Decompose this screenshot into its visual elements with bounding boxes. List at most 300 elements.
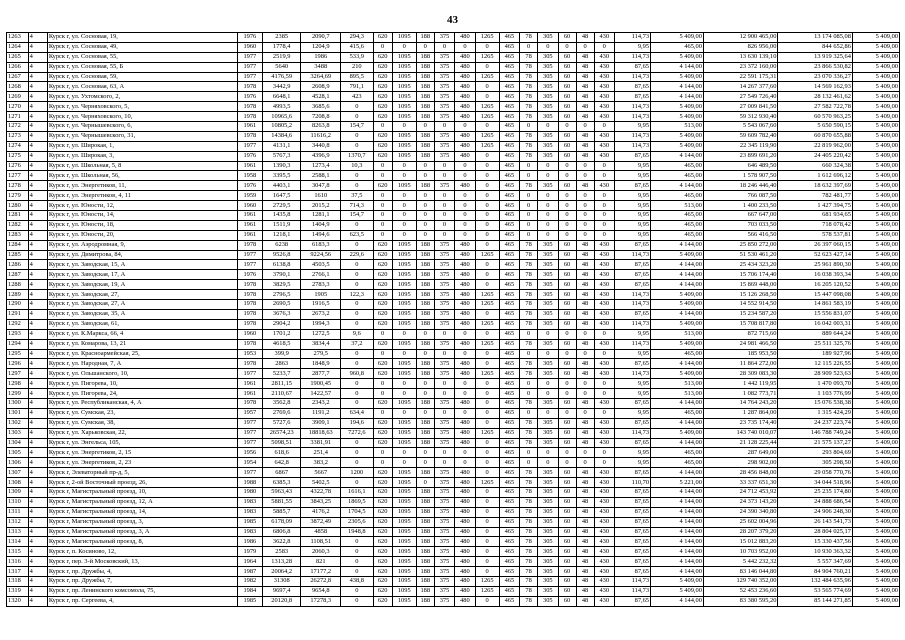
table-cell: 465,00	[651, 458, 704, 468]
table-cell: 48	[576, 131, 594, 141]
table-cell: 28 909 523,63	[778, 369, 853, 379]
table-cell: 48	[576, 596, 594, 606]
table-cell: 78	[520, 319, 538, 329]
table-cell: Курск г, ул. Сосновая, 63, А	[47, 82, 237, 92]
table-cell: 188	[416, 102, 434, 112]
table-cell: 0	[341, 171, 373, 181]
table-row	[7, 537, 900, 547]
table-cell: 15 447 098,08	[778, 290, 853, 300]
table-cell: 4 144,00	[651, 82, 704, 92]
table-cell: 48	[576, 92, 594, 102]
table-cell: 1265	[475, 72, 499, 82]
table-cell: 1977	[237, 62, 262, 72]
table-cell: 0	[594, 408, 614, 418]
table-cell: 4	[28, 240, 47, 250]
table-cell: 78	[520, 497, 538, 507]
table-cell: 0	[392, 161, 416, 171]
table-cell: 1301	[7, 408, 29, 418]
table-cell: 114,73	[614, 339, 650, 349]
table-row	[7, 33, 900, 43]
table-cell: 9,95	[614, 448, 650, 458]
table-cell: 375	[434, 62, 454, 72]
table-cell: 229,6	[341, 250, 373, 260]
table-row	[7, 181, 900, 191]
table-cell: 465	[499, 557, 519, 567]
table-cell: 188	[416, 547, 434, 557]
table-cell: 4 144,00	[651, 438, 704, 448]
table-cell: 0	[594, 201, 614, 211]
table-cell: 0	[475, 329, 499, 339]
table-cell: 60	[558, 428, 576, 438]
table-cell: 465	[499, 62, 519, 72]
table-cell: 9,95	[614, 220, 650, 230]
table-cell: 3395,5	[262, 171, 300, 181]
table-cell: 60	[558, 468, 576, 478]
table-cell: Курск г, ул. Заводская, 19, А	[47, 280, 237, 290]
table-cell: 5 409,00	[852, 349, 899, 359]
table-cell: 430	[594, 418, 614, 428]
table-cell: 0	[475, 389, 499, 399]
table-cell: 1265	[475, 112, 499, 122]
table-cell: 3829,5	[262, 280, 300, 290]
table-cell: 12 900 465,00	[703, 33, 778, 43]
table-cell: 4	[28, 468, 47, 478]
table-cell: 0	[594, 191, 614, 201]
table-cell: 480	[455, 576, 475, 586]
table-cell: 0	[538, 379, 558, 389]
table-cell: 154,7	[341, 122, 373, 132]
table-cell: 1 612 696,12	[778, 171, 853, 181]
table-cell: 1318	[7, 576, 29, 586]
table-cell: 4131,1	[262, 141, 300, 151]
table-cell: 1978	[237, 359, 262, 369]
table-cell: 146 788 749,24	[778, 428, 853, 438]
table-cell: 1954	[237, 458, 262, 468]
table-cell: 27 549 726,40	[703, 92, 778, 102]
table-cell: 0	[416, 458, 434, 468]
table-cell: 0	[434, 171, 454, 181]
table-cell: 305	[538, 240, 558, 250]
table-cell: 1277	[7, 171, 29, 181]
table-cell: 24 712 453,92	[703, 487, 778, 497]
table-cell: 0	[594, 220, 614, 230]
table-cell: 1265	[475, 300, 499, 310]
table-cell: 33 337 651,30	[703, 478, 778, 488]
table-cell: 6867	[262, 468, 300, 478]
table-cell: 5 409,00	[651, 33, 704, 43]
table-row	[7, 112, 900, 122]
table-cell: 480	[455, 586, 475, 596]
table-cell: 0	[520, 161, 538, 171]
table-cell: 1279	[7, 191, 29, 201]
table-cell: 660 324,38	[778, 161, 853, 171]
table-cell: 1095	[392, 92, 416, 102]
table-cell: 210	[341, 62, 373, 72]
table-cell: 0	[455, 191, 475, 201]
table-cell: 0	[455, 211, 475, 221]
table-cell: 188	[416, 517, 434, 527]
table-cell: 4 144,00	[651, 468, 704, 478]
table-cell: 4403,1	[262, 181, 300, 191]
table-cell: Курск г, ул. Чернышевского, 6,	[47, 122, 237, 132]
table-cell: 0	[434, 349, 454, 359]
table-cell: 5 409,00	[852, 211, 899, 221]
table-cell: 0	[373, 211, 392, 221]
table-cell: 430	[594, 300, 614, 310]
table-cell: 0	[392, 230, 416, 240]
table-cell: 620	[373, 398, 392, 408]
table-cell: 4993,5	[262, 102, 300, 112]
table-cell: 620	[373, 576, 392, 586]
table-cell: 0	[341, 349, 373, 359]
table-cell: Курск г, ул. Заводская, 15, А	[47, 260, 237, 270]
table-cell: 5 409,00	[651, 586, 704, 596]
table-cell: 48	[576, 141, 594, 151]
table-cell: 188	[416, 250, 434, 260]
table-cell: 480	[455, 52, 475, 62]
table-cell: 21 128 225,44	[703, 438, 778, 448]
table-cell: 0	[520, 42, 538, 52]
table-cell: 480	[455, 537, 475, 547]
table-cell: 0	[538, 161, 558, 171]
table-cell: 0	[558, 379, 576, 389]
table-cell: 0	[576, 389, 594, 399]
table-cell: 1095	[392, 478, 416, 488]
table-cell: 5 409,00	[852, 567, 899, 577]
table-cell: 60	[558, 92, 576, 102]
table-cell: 1281	[7, 211, 29, 221]
table-cell: 25 235 174,80	[778, 487, 853, 497]
table-cell: 1701,2	[262, 329, 300, 339]
table-cell: 0	[373, 42, 392, 52]
table-cell: 1265	[475, 33, 499, 43]
table-cell: 3442,9	[262, 82, 300, 92]
table-cell: 279,5	[301, 349, 341, 359]
table-cell: 78	[520, 82, 538, 92]
table-cell: 60	[558, 497, 576, 507]
table-cell: 188	[416, 567, 434, 577]
table-cell: 1960	[237, 201, 262, 211]
table-cell: 17177,2	[301, 567, 341, 577]
table-row	[7, 478, 900, 488]
table-row	[7, 319, 900, 329]
table-cell: 1108,51	[301, 537, 341, 547]
table-cell: 4176,2	[301, 507, 341, 517]
table-cell: 430	[594, 141, 614, 151]
table-row	[7, 201, 900, 211]
table-cell: 2673,2	[301, 309, 341, 319]
table-cell: 0	[538, 220, 558, 230]
table-cell: 14 552 914,50	[703, 300, 778, 310]
table-cell: 5 409,00	[852, 141, 899, 151]
table-row	[7, 596, 900, 606]
table-cell: 430	[594, 398, 614, 408]
table-cell: Курск г, ул. Юности, 12,	[47, 201, 237, 211]
table-cell: 0	[558, 42, 576, 52]
table-cell: 620	[373, 478, 392, 488]
table-cell: 305	[538, 300, 558, 310]
table-cell: 305	[538, 260, 558, 270]
table-cell: 480	[455, 567, 475, 577]
table-cell: 620	[373, 438, 392, 448]
table-cell: 1095	[392, 537, 416, 547]
table-cell: 480	[455, 478, 475, 488]
table-cell: 620	[373, 497, 392, 507]
table-cell: 87,65	[614, 260, 650, 270]
table-cell: 305	[538, 478, 558, 488]
table-cell: 1095	[392, 547, 416, 557]
table-cell: 13 174 085,08	[778, 33, 853, 43]
table-cell: 4	[28, 33, 47, 43]
table-cell: 1319	[7, 586, 29, 596]
table-cell: 0	[558, 408, 576, 418]
table-cell: 465	[499, 240, 519, 250]
table-cell: 1 287 864,00	[703, 408, 778, 418]
table-cell: 465	[499, 191, 519, 201]
table-cell: 5 409,00	[852, 290, 899, 300]
table-cell: 1095	[392, 428, 416, 438]
table-cell: 620	[373, 537, 392, 547]
table-cell: 1976	[237, 181, 262, 191]
table-cell: 375	[434, 507, 454, 517]
table-cell: 1978	[237, 300, 262, 310]
table-cell: 1956	[237, 448, 262, 458]
table-cell: 375	[434, 497, 454, 507]
table-cell: 430	[594, 82, 614, 92]
table-cell: 513,00	[651, 329, 704, 339]
table-cell: 51 530 461,20	[703, 250, 778, 260]
table-cell: 4	[28, 102, 47, 112]
table-cell: 29 058 770,76	[778, 468, 853, 478]
table-cell: 465	[499, 359, 519, 369]
table-cell: 0	[475, 230, 499, 240]
table-cell: 0	[520, 329, 538, 339]
table-cell: 78	[520, 478, 538, 488]
table-cell: 1961	[237, 230, 262, 240]
table-cell: Курск г, ул. Энергетиков, 2, 23	[47, 458, 237, 468]
table-cell: 114,73	[614, 112, 650, 122]
table-cell: 620	[373, 359, 392, 369]
table-cell: 78	[520, 398, 538, 408]
table-cell: 5 409,00	[852, 478, 899, 488]
table-cell: 2796,5	[262, 290, 300, 300]
table-cell: 5 409,00	[852, 250, 899, 260]
table-cell: 1306	[7, 458, 29, 468]
table-cell: 1315	[7, 547, 29, 557]
table-cell: 11616,2	[301, 131, 341, 141]
table-cell: 60	[558, 280, 576, 290]
table-cell: 78	[520, 260, 538, 270]
table-cell: 0	[416, 349, 434, 359]
table-cell: 60	[558, 112, 576, 122]
table-cell: 37,2	[341, 339, 373, 349]
table-cell: 0	[558, 329, 576, 339]
table-cell: Курск г, ул. Пигорева, 24,	[47, 389, 237, 399]
table-cell: 305	[538, 102, 558, 112]
table-cell: 1370,7	[341, 151, 373, 161]
table-cell: 620	[373, 557, 392, 567]
table-cell: 620	[373, 319, 392, 329]
table-cell: 2766,1	[301, 270, 341, 280]
table-cell: 60	[558, 418, 576, 428]
table-cell: 465,00	[651, 161, 704, 171]
table-cell: 4	[28, 270, 47, 280]
table-cell: 375	[434, 418, 454, 428]
table-cell: 5640	[262, 62, 300, 72]
table-cell: 375	[434, 52, 454, 62]
table-cell: 28 309 083,30	[703, 369, 778, 379]
table-cell: 5 409,00	[651, 102, 704, 112]
table-row	[7, 389, 900, 399]
table-cell: 4 144,00	[651, 596, 704, 606]
table-cell: 1095	[392, 527, 416, 537]
table-row	[7, 557, 900, 567]
table-cell: 0	[341, 131, 373, 141]
table-cell: 48	[576, 102, 594, 112]
table-cell: 60	[558, 517, 576, 527]
table-cell: 889 644,24	[778, 329, 853, 339]
table-cell: 305	[538, 527, 558, 537]
table-cell: 0	[341, 389, 373, 399]
table-cell: 1987	[237, 567, 262, 577]
table-cell: 4 144,00	[651, 537, 704, 547]
table-cell: 87,65	[614, 517, 650, 527]
table-cell: 15 706 174,40	[703, 270, 778, 280]
table-cell: 78	[520, 359, 538, 369]
table-cell: 1977	[237, 418, 262, 428]
table-cell: 4176,59	[262, 72, 300, 82]
table-cell: 0	[475, 398, 499, 408]
table-cell: 1095	[392, 596, 416, 606]
table-cell: 188	[416, 300, 434, 310]
table-cell: 84 904 760,21	[778, 567, 853, 577]
table-cell: 0	[341, 220, 373, 230]
table-cell: 1095	[392, 507, 416, 517]
table-cell: 5 409,00	[651, 576, 704, 586]
table-row	[7, 141, 900, 151]
table-cell: 23 372 160,00	[703, 62, 778, 72]
table-cell: 0	[434, 408, 454, 418]
table-cell: 0	[341, 567, 373, 577]
table-cell: 60	[558, 557, 576, 567]
table-cell: 1985	[237, 517, 262, 527]
table-cell: 78	[520, 250, 538, 260]
table-cell: 0	[576, 448, 594, 458]
table-cell: 48	[576, 547, 594, 557]
table-cell: 4618,5	[262, 339, 300, 349]
table-cell: 4	[28, 131, 47, 141]
table-cell: 480	[455, 309, 475, 319]
table-cell: 5 409,00	[852, 468, 899, 478]
table-cell: 0	[520, 122, 538, 132]
table-cell: 1616,1	[341, 487, 373, 497]
table-cell: 2904,2	[262, 319, 300, 329]
table-cell: 13 919 325,64	[778, 52, 853, 62]
table-cell: Курск г, ул. Сосновая, 19,	[47, 33, 237, 43]
table-cell: 114,73	[614, 428, 650, 438]
table-cell: 87,65	[614, 596, 650, 606]
table-cell: 620	[373, 72, 392, 82]
table-cell: 0	[576, 349, 594, 359]
table-cell: 4	[28, 349, 47, 359]
table-cell: 0	[594, 329, 614, 339]
table-cell: 1095	[392, 359, 416, 369]
table-cell: 9,95	[614, 42, 650, 52]
table-row	[7, 161, 900, 171]
table-cell: 1095	[392, 280, 416, 290]
table-cell: 3622,8	[262, 537, 300, 547]
table-cell: 4	[28, 398, 47, 408]
table-cell: 2690,5	[262, 300, 300, 310]
table-cell: 1218,1	[262, 230, 300, 240]
table-cell: 60	[558, 52, 576, 62]
table-cell: 20120,8	[262, 596, 300, 606]
table-cell: 465	[499, 211, 519, 221]
table-cell: 188	[416, 319, 434, 329]
table-cell: 4396,9	[301, 151, 341, 161]
table-cell: 4	[28, 112, 47, 122]
table-cell: 15 012 883,20	[703, 537, 778, 547]
table-cell: 465	[499, 478, 519, 488]
table-cell: 0	[341, 270, 373, 280]
table-cell: 60	[558, 82, 576, 92]
table-cell: 1978	[237, 280, 262, 290]
table-cell: 10 930 363,32	[778, 547, 853, 557]
table-cell: 4 144,00	[651, 309, 704, 319]
table-cell: 28 207 379,20	[703, 527, 778, 537]
table-cell: 480	[455, 557, 475, 567]
table-cell: 0	[576, 211, 594, 221]
table-cell: 375	[434, 557, 454, 567]
table-cell: 78	[520, 112, 538, 122]
table-cell: 189 927,96	[778, 349, 853, 359]
table-cell: 0	[392, 408, 416, 418]
table-cell: 14 764 243,20	[703, 398, 778, 408]
table-cell: 1313,28	[262, 557, 300, 567]
table-cell: 1095	[392, 270, 416, 280]
table-cell: 129 740 352,00	[703, 576, 778, 586]
table-cell: 48	[576, 250, 594, 260]
table-cell: 480	[455, 181, 475, 191]
table-cell: 0	[538, 211, 558, 221]
table-cell: 4	[28, 201, 47, 211]
table-cell: 188	[416, 398, 434, 408]
table-cell: 480	[455, 517, 475, 527]
table-cell: 0	[520, 211, 538, 221]
table-cell: 188	[416, 497, 434, 507]
table-cell: 465	[499, 418, 519, 428]
table-cell: 1095	[392, 141, 416, 151]
table-row	[7, 527, 900, 537]
table-cell: 480	[455, 131, 475, 141]
table-cell: 78	[520, 151, 538, 161]
table-cell: 78	[520, 527, 538, 537]
table-cell: 0	[558, 161, 576, 171]
table-cell: 48	[576, 468, 594, 478]
table-cell: 20064,2	[262, 567, 300, 577]
table-cell: 667 647,00	[703, 211, 778, 221]
table-cell: 0	[416, 379, 434, 389]
table-cell: 0	[475, 458, 499, 468]
table-cell: 0	[475, 468, 499, 478]
table-cell: 9,95	[614, 230, 650, 240]
table-cell: Курск г, ул. Энергетиков, 4, 11	[47, 191, 237, 201]
table-cell: Курск г, ул. Харьковская, 22,	[47, 428, 237, 438]
table-cell: 48	[576, 428, 594, 438]
table-cell: 1 082 773,71	[703, 389, 778, 399]
table-cell: 78	[520, 428, 538, 438]
table-cell: 5 409,00	[852, 171, 899, 181]
